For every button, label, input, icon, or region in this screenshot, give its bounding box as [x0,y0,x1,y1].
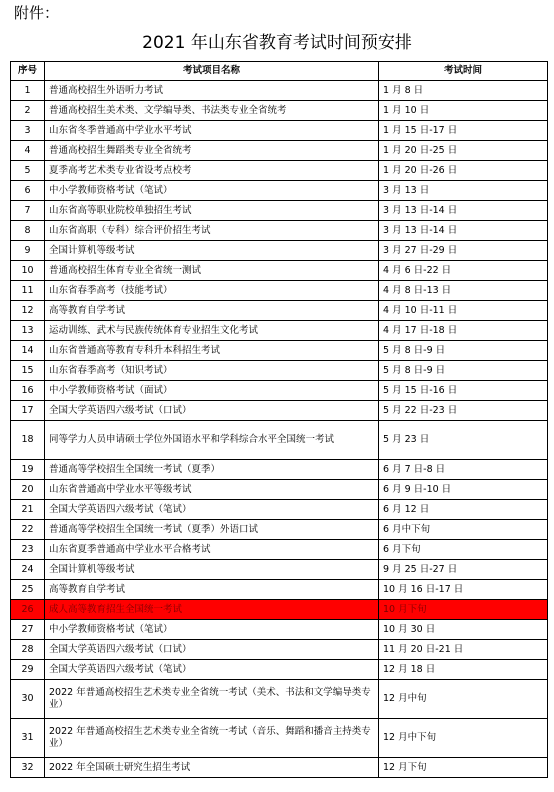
exam-time-cell: 1 月 8 日 [379,81,548,101]
column-header-number: 序号 [11,62,45,81]
row-number-cell: 15 [11,361,45,381]
exam-name-cell: 山东省高职（专科）综合评价招生考试 [45,221,379,241]
exam-time-cell: 4 月 17 日-18 日 [379,321,548,341]
exam-name-cell: 山东省普通高中学业水平等级考试 [45,480,379,500]
exam-name-cell: 全国大学英语四六级考试（笔试） [45,660,379,680]
exam-time-cell: 10 月下旬 [379,600,548,620]
row-number-cell: 19 [11,460,45,480]
exam-time-cell: 5 月 15 日-16 日 [379,381,548,401]
table-header-row [11,62,548,81]
exam-name-cell: 山东省高等职业院校单独招生考试 [45,201,379,221]
exam-name-cell: 中小学教师资格考试（笔试） [45,181,379,201]
table-row [11,460,548,480]
exam-name-cell: 夏季高考艺术类专业省设考点校考 [45,161,379,181]
exam-name-cell: 2022 年全国硕士研究生招生考试 [45,758,379,778]
exam-time-cell: 3 月 13 日-14 日 [379,201,548,221]
row-number-cell: 14 [11,341,45,361]
row-number-cell: 13 [11,321,45,341]
exam-time-cell: 5 月 8 日-9 日 [379,341,548,361]
exam-time-cell: 6 月 9 日-10 日 [379,480,548,500]
attachment-label: 附件： [14,4,60,22]
exam-time-cell: 4 月 10 日-11 日 [379,301,548,321]
table-row [11,640,548,660]
row-number-cell: 25 [11,580,45,600]
exam-name-cell: 全国计算机等级考试 [45,560,379,580]
row-number-cell: 31 [11,719,45,758]
exam-time-cell: 10 月 16 日-17 日 [379,580,548,600]
row-number-cell: 24 [11,560,45,580]
exam-time-cell: 6 月下旬 [379,540,548,560]
row-number-cell: 16 [11,381,45,401]
exam-name-cell: 同等学力人员申请硕士学位外国语水平和学科综合水平全国统一考试 [45,421,379,460]
row-number-cell: 6 [11,181,45,201]
table-row [11,201,548,221]
row-number-cell: 17 [11,401,45,421]
row-number-cell: 28 [11,640,45,660]
row-number-cell: 3 [11,121,45,141]
exam-name-cell: 普通高校招生美术类、文学编导类、书法类专业全省统考 [45,101,379,121]
exam-time-cell: 6 月 7 日-8 日 [379,460,548,480]
exam-time-cell: 3 月 13 日 [379,181,548,201]
row-number-cell: 1 [11,81,45,101]
exam-time-cell: 4 月 6 日-22 日 [379,261,548,281]
row-number-cell: 4 [11,141,45,161]
exam-name-cell: 山东省春季高考（技能考试） [45,281,379,301]
exam-name-cell: 中小学教师资格考试（面试） [45,381,379,401]
exam-time-cell: 11 月 20 日-21 日 [379,640,548,660]
exam-name-cell: 2022 年普通高校招生艺术类专业全省统一考试（美术、书法和文学编导类专业） [45,680,379,719]
row-number-cell: 27 [11,620,45,640]
table-row [11,480,548,500]
exam-name-cell: 山东省春季高考（知识考试） [45,361,379,381]
exam-name-cell: 2022 年普通高校招生艺术类专业全省统一考试（音乐、舞蹈和播音主持类专业） [45,719,379,758]
table-row [11,520,548,540]
table-row [11,301,548,321]
exam-time-cell: 10 月 30 日 [379,620,548,640]
row-number-cell: 26 [11,600,45,620]
exam-name-cell: 高等教育自学考试 [45,580,379,600]
table-row [11,381,548,401]
row-number-cell: 7 [11,201,45,221]
exam-name-cell: 普通高等学校招生全国统一考试（夏季）外语口试 [45,520,379,540]
exam-time-cell: 12 月中旬 [379,680,548,719]
exam-name-cell: 山东省冬季普通高中学业水平考试 [45,121,379,141]
table-row [11,580,548,600]
exam-time-cell: 1 月 15 日-17 日 [379,121,548,141]
exam-time-cell: 9 月 25 日-27 日 [379,560,548,580]
exam-name-cell: 运动训练、武术与民族传统体育专业招生文化考试 [45,321,379,341]
exam-time-cell: 12 月 18 日 [379,660,548,680]
row-number-cell: 18 [11,421,45,460]
row-number-cell: 8 [11,221,45,241]
table-row [11,121,548,141]
table-row [11,321,548,341]
exam-name-cell: 高等教育自学考试 [45,301,379,321]
table-row [11,401,548,421]
exam-schedule-table [10,61,548,778]
row-number-cell: 30 [11,680,45,719]
table-row [11,261,548,281]
row-number-cell: 32 [11,758,45,778]
exam-time-cell: 5 月 22 日-23 日 [379,401,548,421]
row-number-cell: 29 [11,660,45,680]
table-row [11,719,548,758]
row-number-cell: 23 [11,540,45,560]
exam-name-cell: 普通高校招生外语听力考试 [45,81,379,101]
table-row [11,141,548,161]
table-row [11,500,548,520]
exam-name-cell: 全国大学英语四六级考试（笔试） [45,500,379,520]
column-header-exam-time: 考试时间 [379,62,548,81]
exam-time-cell: 1 月 20 日-25 日 [379,141,548,161]
exam-time-cell: 12 月中下旬 [379,719,548,758]
row-number-cell: 11 [11,281,45,301]
table-row [11,281,548,301]
table-row [11,81,548,101]
exam-time-cell: 5 月 8 日-9 日 [379,361,548,381]
row-number-cell: 22 [11,520,45,540]
table-row [11,421,548,460]
table-row [11,221,548,241]
exam-time-cell: 12 月下旬 [379,758,548,778]
table-row [11,560,548,580]
table-row [11,620,548,640]
table-row [11,660,548,680]
table-body [11,81,548,778]
table-row [11,758,548,778]
exam-name-cell: 全国大学英语四六级考试（口试） [45,640,379,660]
exam-name-cell: 普通高等学校招生全国统一考试（夏季） [45,460,379,480]
exam-name-cell: 全国计算机等级考试 [45,241,379,261]
exam-time-cell: 1 月 20 日-26 日 [379,161,548,181]
table-row [11,540,548,560]
table-row [11,241,548,261]
exam-name-cell: 普通高校招生体育专业全省统一测试 [45,261,379,281]
exam-time-cell: 5 月 23 日 [379,421,548,460]
row-number-cell: 12 [11,301,45,321]
exam-time-cell: 4 月 8 日-13 日 [379,281,548,301]
exam-name-cell: 山东省夏季普通高中学业水平合格考试 [45,540,379,560]
table-row [11,361,548,381]
exam-name-cell: 中小学教师资格考试（笔试） [45,620,379,640]
row-number-cell: 9 [11,241,45,261]
exam-time-cell: 6 月 12 日 [379,500,548,520]
row-number-cell: 5 [11,161,45,181]
table-row [11,181,548,201]
exam-name-cell: 普通高校招生舞蹈类专业全省统考 [45,141,379,161]
table-row [11,161,548,181]
table-row [11,680,548,719]
exam-time-cell: 3 月 13 日-14 日 [379,221,548,241]
row-number-cell: 21 [11,500,45,520]
row-number-cell: 10 [11,261,45,281]
table-row [11,101,548,121]
exam-time-cell: 6 月中下旬 [379,520,548,540]
exam-name-cell: 全国大学英语四六级考试（口试） [45,401,379,421]
table-row [11,341,548,361]
exam-time-cell: 1 月 10 日 [379,101,548,121]
row-number-cell: 2 [11,101,45,121]
exam-name-cell: 成人高等教育招生全国统一考试 [45,600,379,620]
exam-name-cell: 山东省普通高等教育专科升本科招生考试 [45,341,379,361]
row-number-cell: 20 [11,480,45,500]
table-row [11,600,548,620]
page-title: 2021 年山东省教育考试时间预安排 [142,33,412,53]
exam-time-cell: 3 月 27 日-29 日 [379,241,548,261]
column-header-exam-name: 考试项目名称 [45,62,379,81]
